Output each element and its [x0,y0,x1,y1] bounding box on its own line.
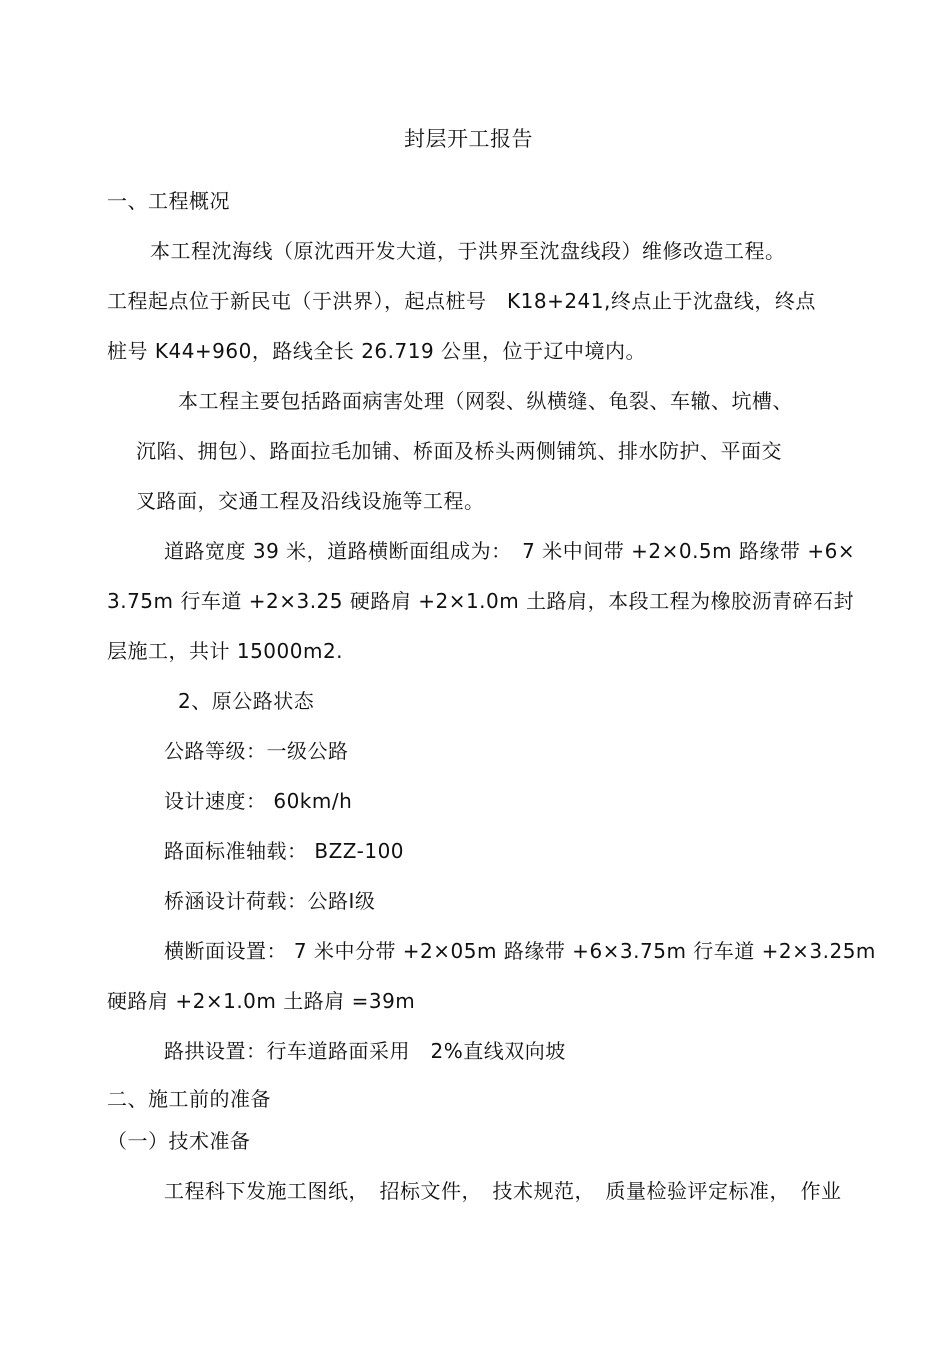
paragraph-line: 沉陷、拥包）、路面拉毛加铺、桥面及桥头两侧铺筑、排水防护、平面交 [136,439,782,463]
subsection-heading-technical: （一）技术准备 [107,1129,251,1153]
paragraph-line: 叉路面，交通工程及沿线设施等工程。 [136,489,485,513]
section-heading-overview: 一、工程概况 [107,189,230,213]
subsection-heading-road-status: 2、原公路状态 [178,689,315,713]
paragraph-line: 3.75m 行车道 +2×3.25 硬路肩 +2×1.0m 土路肩，本段工程为橡胶沥青碎石封 [107,589,855,613]
spec-line-bridge-load: 桥涵设计荷载：公路Ⅰ级 [164,889,376,913]
paragraph-line: 桩号 K44+960，路线全长 26.719 公里，位于辽中境内。 [107,339,647,363]
spec-line-axle-load: 路面标准轴载： BZZ-100 [164,839,405,863]
spec-line-road-grade: 公路等级：一级公路 [164,739,349,763]
paragraph-line: 本工程主要包括路面病害处理（网裂、纵横缝、龟裂、车辙、坑槽、 [178,389,793,413]
paragraph-line: 工程起点位于新民屯（于洪界），起点桩号 K18+241,终点止于沈盘线，终点 [107,289,816,313]
page-title: 封层开工报告 [404,127,533,151]
paragraph-line: 工程科下发施工图纸， 招标文件， 技术规范， 质量检验评定标准， 作业 [164,1179,842,1203]
paragraph-line: 本工程沈海线（原沈西开发大道，于洪界至沈盘线段）维修改造工程。 [150,239,786,263]
spec-line-cross-section-cont: 硬路肩 +2×1.0m 土路肩 =39m [107,989,416,1013]
spec-line-design-speed: 设计速度： 60km/h [164,789,353,813]
spec-line-cross-section: 横断面设置： 7 米中分带 +2×05m 路缘带 +6×3.75m 行车道 +2×3.25m [164,939,876,963]
paragraph-line: 道路宽度 39 米，道路横断面组成为： 7 米中间带 +2×0.5m 路缘带 +6× [164,539,856,563]
paragraph-line: 层施工，共计 15000m2. [107,639,344,663]
section-heading-preparation: 二、施工前的准备 [107,1087,271,1111]
spec-line-road-crown: 路拱设置：行车道路面采用 2%直线双向坡 [164,1039,566,1063]
